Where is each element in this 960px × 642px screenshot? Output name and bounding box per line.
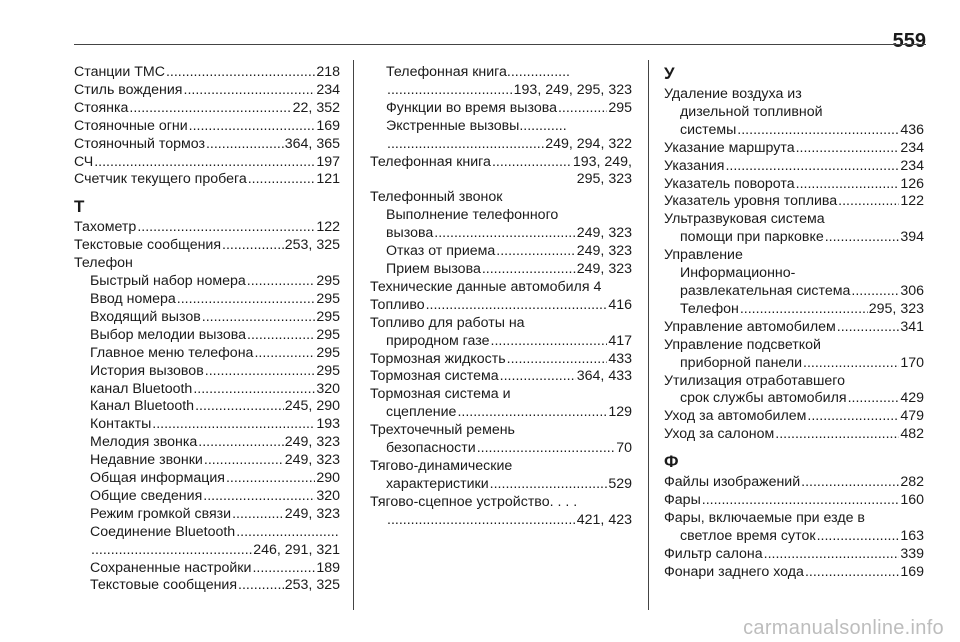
dot-leader bbox=[204, 452, 284, 470]
index-entry bbox=[74, 64, 340, 82]
page-number: 559 bbox=[892, 30, 926, 52]
index-entry-title: Стоянка bbox=[74, 99, 129, 116]
dot-leader bbox=[490, 476, 608, 494]
index-entry-pages[interactable]: 394 bbox=[900, 229, 924, 246]
index-entry-title: Файлы изображений bbox=[664, 474, 801, 491]
index-entry bbox=[74, 327, 340, 345]
index-entry-pages[interactable]: 282 bbox=[900, 474, 924, 491]
index-entry-title: безопасности bbox=[386, 440, 476, 457]
index-entry bbox=[74, 136, 340, 154]
index-entry-title: История вызовов bbox=[90, 362, 204, 379]
index-term: Экстренные вызовы............ bbox=[386, 117, 567, 134]
index-entry bbox=[664, 140, 924, 158]
index-entry bbox=[370, 512, 632, 530]
index-column-2 bbox=[370, 64, 632, 612]
index-entry-title: природном газе bbox=[386, 332, 490, 349]
dot-leader bbox=[796, 176, 900, 194]
index-entry-title: Указатель поворота bbox=[664, 175, 795, 192]
dot-leader bbox=[254, 345, 315, 363]
index-entry-pages[interactable]: 421, 423 bbox=[576, 511, 632, 528]
index-entry bbox=[370, 154, 632, 172]
index-entry-pages[interactable]: 253, 325 bbox=[284, 577, 340, 594]
index-entry bbox=[74, 416, 340, 434]
index-entry-title: Тормозная жидкость bbox=[370, 350, 506, 367]
index-entry bbox=[664, 408, 924, 426]
index-entry-title: СЧ bbox=[74, 153, 94, 170]
index-term: Утилизация отработавшего bbox=[664, 372, 846, 389]
index-entry-pages[interactable]: 129 bbox=[608, 404, 632, 421]
dot-leader bbox=[825, 229, 900, 247]
index-entry bbox=[74, 100, 340, 118]
dot-leader bbox=[737, 122, 899, 140]
index-entry bbox=[74, 542, 340, 560]
dot-leader bbox=[193, 381, 315, 399]
index-term: Информационно- bbox=[680, 265, 796, 282]
index-entry bbox=[664, 319, 924, 337]
index-entry-title: Фонари заднего хода bbox=[664, 563, 804, 580]
index-entry-title: Счетчик текущего пробега bbox=[74, 171, 247, 188]
section-letter: Ф bbox=[664, 452, 679, 472]
index-entry-title: Текстовые сообщения bbox=[90, 577, 238, 594]
index-entry-title: Указатель уровня топлива bbox=[664, 193, 838, 210]
index-entry-title: Канал Bluetooth bbox=[90, 398, 195, 415]
index-entry-title: Тахометр bbox=[74, 219, 137, 236]
index-term: Телефон bbox=[74, 255, 133, 272]
index-entry-pages[interactable]: 121 bbox=[316, 171, 340, 188]
index-term: Телефонная книга................ bbox=[386, 64, 570, 80]
index-entry-pages[interactable]: 295 bbox=[316, 273, 340, 290]
dot-leader bbox=[492, 154, 572, 172]
index-entry-title: Быстрый набор номера bbox=[90, 273, 246, 290]
index-entry bbox=[74, 291, 340, 309]
index-entry-pages[interactable]: 339 bbox=[900, 545, 924, 562]
index-entry bbox=[370, 404, 632, 422]
index-entry-pages[interactable]: 253, 325 bbox=[284, 237, 340, 254]
dot-leader bbox=[457, 404, 607, 422]
index-entry bbox=[74, 118, 340, 136]
index-entry-pages[interactable]: 295 bbox=[316, 326, 340, 343]
index-entry bbox=[370, 261, 632, 279]
index-entry-pages[interactable]: 436 bbox=[900, 121, 924, 138]
index-entry-pages[interactable]: 122 bbox=[900, 193, 924, 210]
index-entry-title: Управление автомобилем bbox=[664, 318, 836, 335]
section-letter: Т bbox=[74, 197, 85, 217]
index-entry-title: Телефон bbox=[680, 300, 739, 317]
index-entry bbox=[74, 434, 340, 452]
index-term: Тягово-динамические bbox=[370, 457, 513, 474]
index-entry bbox=[370, 82, 632, 100]
index-entry-title: Недавние звонки bbox=[90, 452, 203, 469]
index-entry-title: Прием вызова bbox=[386, 260, 481, 277]
index-entry bbox=[664, 546, 924, 564]
index-entry-title: помощи при парковке bbox=[680, 229, 824, 246]
dot-leader bbox=[177, 291, 316, 309]
index-entry-pages[interactable]: 22, 352 bbox=[292, 99, 340, 116]
dot-leader bbox=[801, 474, 899, 492]
index-entry-title: Стояночные огни bbox=[74, 117, 188, 134]
index-page-continuation: 295, 323 bbox=[576, 171, 632, 188]
index-term: Тормозная система и bbox=[370, 386, 511, 403]
dot-leader bbox=[507, 351, 608, 369]
index-entry-title: вызова bbox=[386, 225, 434, 242]
index-entry-title: Отказ от приема bbox=[386, 243, 496, 260]
dot-leader bbox=[206, 136, 284, 154]
index-entry bbox=[370, 368, 632, 386]
index-entry bbox=[664, 158, 924, 176]
index-entry-pages[interactable]: 249, 323 bbox=[576, 260, 632, 277]
index-term: Фары, включаемые при езде в bbox=[664, 509, 865, 526]
index-entry-title: Функции во время вызова bbox=[386, 99, 557, 116]
index-entry-pages[interactable]: 193, 249, bbox=[572, 153, 632, 170]
index-entry-pages[interactable]: 193, 249, 295, 323 bbox=[513, 81, 632, 98]
dot-leader bbox=[807, 408, 899, 426]
index-entry bbox=[370, 476, 632, 494]
index-entry-title: Режим громкой связи bbox=[90, 505, 232, 522]
index-entry-pages[interactable]: 234 bbox=[900, 139, 924, 156]
index-entry-pages[interactable]: 320 bbox=[316, 380, 340, 397]
index-term: Ультразвуковая система bbox=[664, 211, 825, 228]
index-entry-pages[interactable]: 70 bbox=[616, 440, 632, 457]
dot-leader bbox=[496, 243, 575, 261]
index-entry-title: Уход за салоном bbox=[664, 426, 775, 443]
index-entry bbox=[664, 301, 924, 319]
index-entry bbox=[664, 474, 924, 492]
index-entry bbox=[74, 273, 340, 291]
dot-leader bbox=[796, 140, 900, 158]
index-entry-title: Топливо bbox=[370, 296, 425, 313]
index-entry bbox=[74, 452, 340, 470]
dot-leader bbox=[252, 560, 315, 578]
index-term: Телефонный звонок bbox=[370, 189, 503, 206]
dot-leader bbox=[236, 524, 339, 542]
index-entry-pages[interactable]: 306 bbox=[900, 282, 924, 299]
index-entry bbox=[664, 528, 924, 546]
index-entry bbox=[74, 488, 340, 506]
index-entry bbox=[74, 560, 340, 578]
index-entry-title: характеристики bbox=[386, 475, 489, 492]
section-letter: У bbox=[664, 64, 675, 83]
dot-leader bbox=[387, 82, 513, 100]
column-divider bbox=[648, 60, 649, 610]
index-entry bbox=[664, 283, 924, 301]
index-column-3 bbox=[664, 64, 924, 612]
index-entry-title: Указания bbox=[664, 157, 725, 174]
dot-leader bbox=[817, 528, 900, 546]
dot-leader bbox=[740, 301, 868, 319]
index-entry-pages[interactable]: 234 bbox=[900, 157, 924, 174]
index-term: Удаление воздуха из bbox=[664, 86, 802, 102]
index-entry-title: Стиль вождения bbox=[74, 81, 183, 98]
index-entry bbox=[370, 297, 632, 315]
index-entry bbox=[74, 398, 340, 416]
index-term: Тягово-сцепное устройство. . . . bbox=[370, 493, 578, 510]
index-entry-pages[interactable]: 482 bbox=[900, 426, 924, 443]
dot-leader bbox=[152, 416, 315, 434]
index-entry-pages[interactable]: 295 bbox=[316, 344, 340, 361]
index-entry-pages[interactable]: 416 bbox=[608, 296, 632, 313]
index-entry-pages[interactable]: 189 bbox=[316, 559, 340, 576]
index-entry-pages[interactable]: 295, 323 bbox=[868, 300, 924, 317]
dot-leader bbox=[247, 327, 315, 345]
index-entry-pages[interactable]: 249, 323 bbox=[576, 225, 632, 242]
index-entry bbox=[664, 355, 924, 373]
index-entry bbox=[74, 363, 340, 381]
index-entry-pages[interactable]: 249, 323 bbox=[284, 434, 340, 451]
index-entry bbox=[664, 229, 924, 247]
index-entry-pages[interactable]: 245, 290 bbox=[284, 398, 340, 415]
index-entry-title: системы bbox=[680, 121, 737, 138]
index-entry-title: Телефонная книга bbox=[370, 153, 491, 170]
index-entry bbox=[370, 225, 632, 243]
index-term: Выполнение телефонного bbox=[386, 207, 559, 224]
dot-leader bbox=[764, 546, 900, 564]
index-entry-title: Соединение Bluetooth bbox=[90, 523, 236, 540]
index-entry-title: Станции TMC bbox=[74, 64, 165, 80]
index-entry-pages[interactable]: 364, 365 bbox=[284, 135, 340, 152]
index-entry-pages[interactable]: 197 bbox=[316, 153, 340, 170]
index-entry-pages[interactable]: 290 bbox=[316, 470, 340, 487]
dot-leader bbox=[202, 309, 316, 327]
index-entry bbox=[664, 176, 924, 194]
header-rule bbox=[74, 44, 926, 45]
dot-leader bbox=[184, 82, 316, 100]
index-entry-title: развлекательная система bbox=[680, 282, 851, 299]
dot-leader bbox=[198, 434, 284, 452]
index-entry bbox=[664, 122, 924, 140]
index-entry-title: Выбор мелодии вызова bbox=[90, 326, 247, 343]
index-entry-pages[interactable]: 249, 323 bbox=[284, 452, 340, 469]
dot-leader bbox=[558, 100, 607, 118]
index-entry-title: Входящий вызов bbox=[90, 308, 201, 325]
index-term: Топливо для работы на bbox=[370, 314, 525, 331]
dot-leader bbox=[434, 225, 576, 243]
dot-leader bbox=[129, 100, 291, 118]
dot-leader bbox=[775, 426, 899, 444]
index-entry-title: Текстовые сообщения bbox=[74, 237, 222, 254]
index-entry-title: срок службы автомобиля bbox=[680, 390, 847, 407]
index-entry-pages[interactable]: 169 bbox=[316, 117, 340, 134]
index-entry-pages[interactable]: 234 bbox=[316, 81, 340, 98]
index-entry-title: приборной панели bbox=[680, 354, 803, 371]
index-entry-pages[interactable]: 295 bbox=[316, 290, 340, 307]
dot-leader bbox=[222, 237, 284, 255]
index-entry bbox=[370, 100, 632, 118]
index-entry-title: Общая информация bbox=[90, 470, 225, 487]
index-entry-pages[interactable]: 341 bbox=[900, 318, 924, 335]
index-term: Управление bbox=[664, 247, 743, 264]
index-entry-pages[interactable]: 429 bbox=[900, 390, 924, 407]
index-entry-pages[interactable]: 193 bbox=[316, 416, 340, 433]
index-entry-pages[interactable]: 417 bbox=[608, 332, 632, 349]
index-entry-title: Стояночный тормоз bbox=[74, 135, 205, 152]
index-entry-title: Контакты bbox=[90, 416, 152, 433]
dot-leader bbox=[725, 158, 899, 176]
index-entry-title: Указание маршрута bbox=[664, 139, 795, 156]
index-entry-title: светлое время суток bbox=[680, 527, 816, 544]
index-entry bbox=[74, 309, 340, 327]
dot-leader bbox=[387, 512, 576, 530]
index-entry-pages[interactable]: 295 bbox=[608, 99, 632, 116]
index-entry bbox=[74, 82, 340, 100]
dot-leader bbox=[137, 219, 315, 237]
index-term: Управление подсветкой bbox=[664, 336, 821, 353]
index-entry bbox=[664, 492, 924, 510]
index-entry-title: Мелодия звонка bbox=[90, 434, 198, 451]
index-entry-pages[interactable]: 364, 433 bbox=[576, 368, 632, 385]
index-entry-pages[interactable]: 295 bbox=[316, 308, 340, 325]
index-entry bbox=[664, 390, 924, 408]
index-entry bbox=[370, 351, 632, 369]
dot-leader bbox=[166, 64, 315, 82]
index-entry-title: сцепление bbox=[386, 404, 457, 421]
index-entry-pages[interactable]: 169 bbox=[900, 563, 924, 580]
index-entry-pages[interactable]: 170 bbox=[900, 354, 924, 371]
index-entry-title: Тормозная система bbox=[370, 368, 499, 385]
index-entry bbox=[74, 219, 340, 237]
index-entry-title: Ввод номера bbox=[90, 290, 176, 307]
dot-leader bbox=[803, 355, 899, 373]
index-entry-pages[interactable]: 163 bbox=[900, 527, 924, 544]
index-entry bbox=[664, 426, 924, 444]
index-entry-pages[interactable]: 246, 291, 321 bbox=[253, 541, 340, 558]
index-entry-pages[interactable]: 249, 323 bbox=[284, 505, 340, 522]
index-entry-pages[interactable]: 218 bbox=[316, 64, 340, 80]
dot-leader bbox=[247, 273, 316, 291]
dot-leader bbox=[837, 319, 900, 337]
index-entry bbox=[664, 564, 924, 582]
dot-leader bbox=[94, 154, 315, 172]
dot-leader bbox=[477, 440, 616, 458]
index-entry bbox=[370, 440, 632, 458]
index-entry-pages[interactable]: 529 bbox=[608, 475, 632, 492]
index-entry-title: Уход за автомобилем bbox=[664, 408, 807, 425]
index-entry bbox=[74, 470, 340, 488]
dot-leader bbox=[851, 283, 899, 301]
dot-leader bbox=[838, 193, 899, 211]
index-entry-pages[interactable]: 479 bbox=[900, 408, 924, 425]
dot-leader bbox=[238, 577, 284, 595]
dot-leader bbox=[189, 118, 316, 136]
dot-leader bbox=[248, 171, 316, 189]
index-entry-title: канал Bluetooth bbox=[90, 380, 193, 397]
index-entry bbox=[74, 345, 340, 363]
index-entry bbox=[74, 381, 340, 399]
index-entry bbox=[370, 243, 632, 261]
index-entry-title: Фильтр салона bbox=[664, 545, 763, 562]
dot-leader bbox=[226, 470, 315, 488]
index-entry-pages[interactable]: 160 bbox=[900, 492, 924, 509]
dot-leader bbox=[491, 333, 608, 351]
index-term: дизельной топливной bbox=[680, 103, 823, 120]
index-term: Технические данные автомобиля 4 bbox=[370, 278, 602, 295]
index-entry-pages[interactable]: 126 bbox=[900, 175, 924, 192]
dot-leader bbox=[205, 363, 316, 381]
dot-leader bbox=[426, 297, 608, 315]
index-entry-pages[interactable]: 433 bbox=[608, 350, 632, 367]
index-entry bbox=[74, 577, 340, 595]
dot-leader bbox=[232, 506, 284, 524]
index-entry bbox=[370, 136, 632, 154]
dot-leader bbox=[482, 261, 576, 279]
index-entry bbox=[74, 237, 340, 255]
index-column-1 bbox=[74, 64, 340, 612]
dot-leader bbox=[702, 492, 900, 510]
index-entry bbox=[74, 524, 340, 542]
column-divider bbox=[353, 60, 354, 610]
index-entry-pages[interactable]: 295 bbox=[316, 362, 340, 379]
watermark: carmanualsonline.info bbox=[743, 617, 944, 639]
index-entry-title: Сохраненные настройки bbox=[90, 559, 252, 576]
index-entry bbox=[74, 154, 340, 172]
index-entry bbox=[370, 333, 632, 351]
index-entry-title: Фары bbox=[664, 492, 701, 509]
dot-leader bbox=[848, 390, 900, 408]
index-entry-title: Главное меню телефона bbox=[90, 344, 254, 361]
index-entry bbox=[664, 193, 924, 211]
index-entry bbox=[74, 171, 340, 189]
index-entry-pages[interactable]: 122 bbox=[316, 219, 340, 236]
index-entry-pages[interactable]: 249, 323 bbox=[576, 243, 632, 260]
dot-leader bbox=[805, 564, 899, 582]
index-entry-title: Общие сведения bbox=[90, 487, 203, 504]
dot-leader bbox=[203, 488, 315, 506]
dot-leader bbox=[387, 136, 544, 154]
index-entry-pages[interactable]: 249, 294, 322 bbox=[545, 135, 632, 152]
index-term: Трехточечный ремень bbox=[370, 422, 515, 439]
dot-leader bbox=[500, 368, 576, 386]
index-entry bbox=[74, 506, 340, 524]
index-entry-pages[interactable]: 320 bbox=[316, 487, 340, 504]
dot-leader bbox=[91, 542, 252, 560]
dot-leader bbox=[195, 398, 284, 416]
